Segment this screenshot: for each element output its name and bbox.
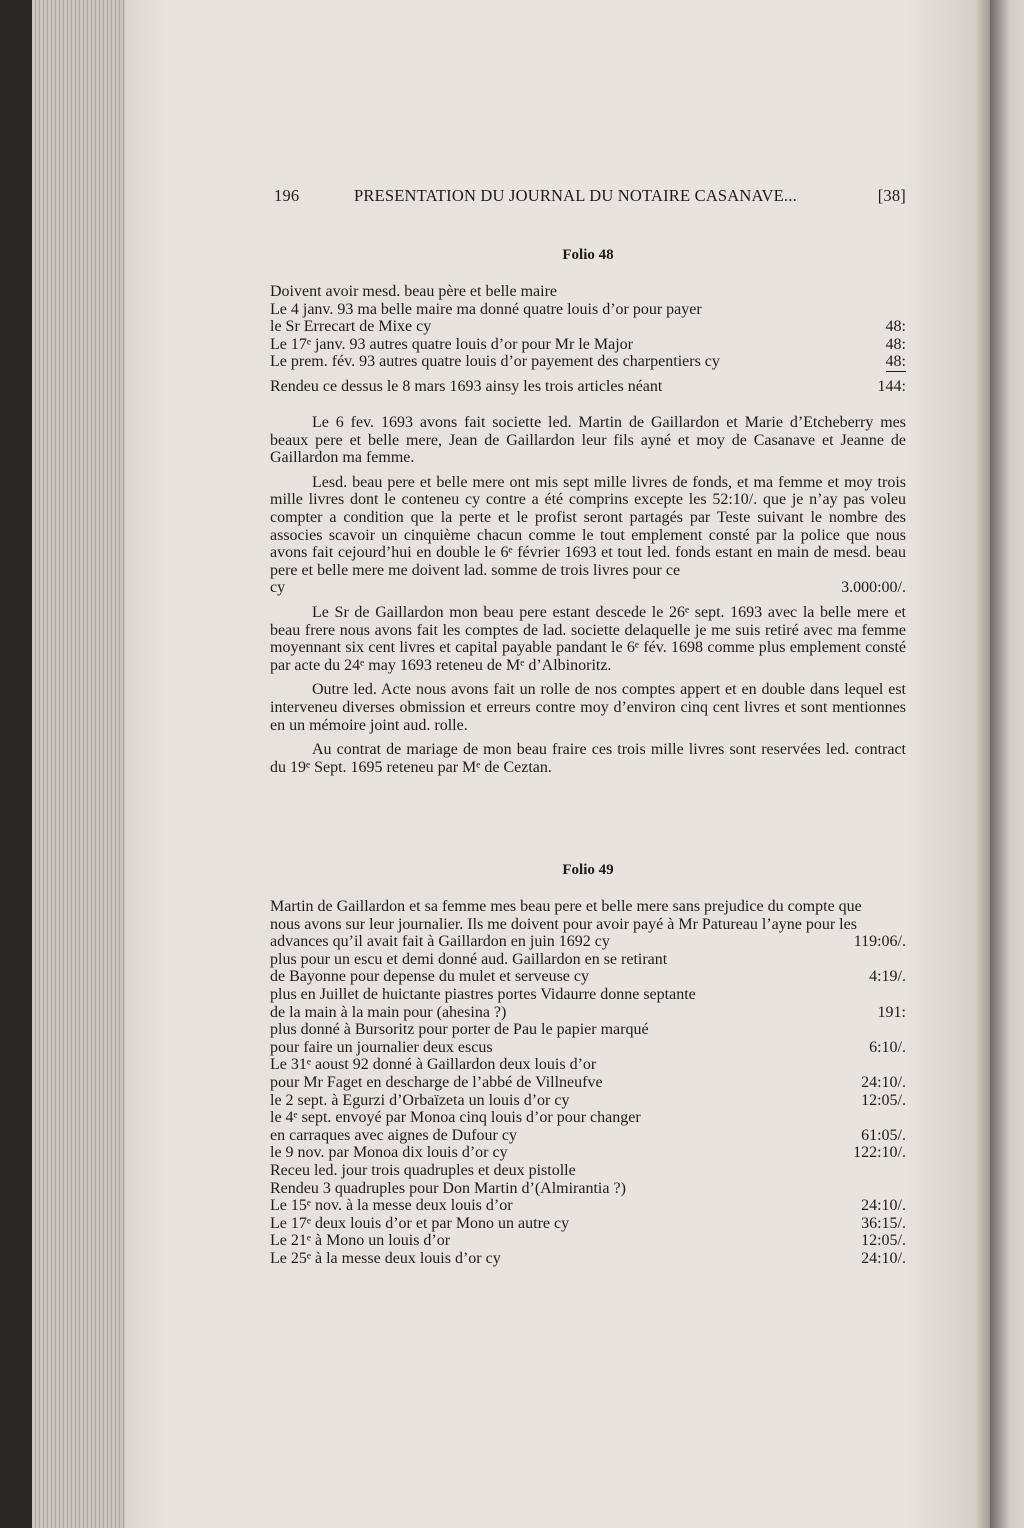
row-amount: 191: — [877, 1003, 906, 1021]
row-amount: 4:19/. — [869, 968, 906, 986]
row-amount: 24:10/. — [861, 1249, 906, 1267]
row-text: en carraques avec aignes de Dufour cy — [270, 1126, 517, 1144]
ledger-row — [270, 951, 906, 969]
folio-48-ledger — [270, 283, 906, 396]
row-text: le 4ᵉ sept. envoyé par Monoa cinq louis d’or pour changer — [270, 1109, 641, 1127]
row-text: Doivent avoir mesd. beau père et belle maire — [270, 283, 557, 300]
ledger-row — [270, 1039, 906, 1057]
ledger-row — [270, 1056, 906, 1074]
row-amount: 61:05/. — [861, 1126, 906, 1144]
ledger-row — [270, 1127, 906, 1145]
row-text: advances qu’il avait fait à Gaillardon en juin 1692 cy — [270, 933, 610, 951]
row-amount: 24:10/. — [861, 1197, 906, 1215]
paragraph: Le Sr de Gaillardon mon beau pere estant descede le 26ᵉ sept. 1693 avec la belle mere et beau frere nous avons fait les comptes de lad. societte delaquelle je me suis retiré avec ma femme moyennant six cent livres et capital payable pandant le 6ᵉ fév. 1698 comme plus emplement consté par acte du 24ᵉ may 1693 reteneu de Mᵉ d’Albinoritz. — [270, 603, 906, 674]
ledger-row — [270, 1109, 906, 1127]
paragraph: Lesd. beau pere et belle mere ont mis sept mille livres de fonds, et ma femme et moy trois mille livres dont le conteneu cy contre a été comprins excepte les 52:10/. que je n’ay pas voleu compter a condition que la perte et le profist seront partagés par Teste suivant le nombre des associes scavoir un cinquième chacun comme le tout emplement consté par la police que nous avons fait cejourd’hui en double le 6ᵉ février 1693 et tout led. fonds estant en main de mesd. beau pere et belle mere me doivent lad. somme de trois livres pour ce — [270, 473, 906, 579]
row-text: Receu led. jour trois quadruples et deux pistolle — [270, 1161, 576, 1179]
row-text: Rendeu ce dessus le 8 mars 1693 ainsy les trois articles néant — [270, 377, 663, 395]
row-text: Le 17ᵉ janv. 93 autres quatre louis d’or pour Mr le Major — [270, 335, 633, 353]
page-number: 196 — [274, 186, 300, 205]
running-title: PRESENTATION DU JOURNAL DU NOTAIRE CASANAVE... — [354, 186, 797, 205]
row-text: de la main à la main pour (ahesina ?) — [270, 1003, 507, 1021]
ledger-row — [270, 968, 906, 986]
section-number: [38] — [877, 186, 906, 205]
row-text: cy — [270, 579, 286, 597]
folio-48-heading: Folio 48 — [562, 247, 614, 263]
row-amount: 144: — [877, 377, 906, 395]
row-text: plus pour un escu et demi donné aud. Gaillardon en se retirant — [270, 950, 668, 968]
row-text: le Sr Errecart de Mixe cy — [270, 318, 432, 336]
row-text: Le prem. fév. 93 autres quatre louis d’or payement des charpentiers cy — [270, 353, 720, 371]
ledger-row — [270, 933, 906, 951]
row-text: plus donné à Bursoritz pour porter de Pau le papier marqué — [270, 1021, 649, 1039]
row-text: le 9 nov. par Monoa dix louis d’or cy — [270, 1144, 508, 1162]
row-text: plus en Juillet de huictante piastres portes Vidaurre donne septante — [270, 985, 696, 1003]
ledger-row — [270, 1004, 906, 1022]
row-amount: 48: — [885, 353, 906, 371]
row-amount: 48: — [885, 335, 906, 353]
running-header — [274, 186, 906, 206]
ledger-row — [270, 1162, 906, 1180]
row-text: de Bayonne pour depense du mulet et serveuse cy — [270, 968, 590, 986]
row-text: le 2 sept. à Egurzi d’Orbaïzeta un louis d’or cy — [270, 1091, 570, 1109]
row-text: Le 4 janv. 93 ma belle maire ma donné quatre louis d’or pour payer — [270, 300, 702, 318]
row-text: Martin de Gaillardon et sa femme mes beau pere et belle mere sans prejudice du compte que — [270, 898, 862, 915]
row-amount: 6:10/. — [869, 1038, 906, 1056]
row-text: nous avons sur leur journalier. Ils me doivent pour avoir payé à Mr Patureau l’ayne pour les — [270, 915, 857, 933]
ledger-row — [270, 579, 906, 597]
paragraph: Outre led. Acte nous avons fait un rolle de nos comptes appert et en double dans lequel est interveneu diverses obmission et erreurs contre moy d’environ cinq cent livres et sont mentionnes en un mémoire joint aud. rolle. — [270, 681, 906, 734]
ledger-row — [270, 301, 906, 319]
folio-49-ledger — [270, 898, 906, 1267]
ledger-row — [270, 1232, 906, 1250]
paragraph: Au contrat de mariage de mon beau fraire ces trois mille livres sont reservées led. contract du 19ᵉ Sept. 1695 reteneu par Mᵉ de Ceztan. — [270, 741, 906, 776]
ledger-row — [270, 1021, 906, 1039]
ledger-row — [270, 353, 906, 372]
ledger-row — [270, 1250, 906, 1268]
row-amount: 48: — [885, 318, 906, 336]
row-text: pour Mr Faget en descharge de l’abbé de Villneufve — [270, 1073, 603, 1091]
row-text: Le 31ᵉ aoust 92 donné à Gaillardon deux louis d’or — [270, 1056, 597, 1074]
row-text: Le 17ᵉ deux louis d’or et par Mono un autre cy — [270, 1214, 570, 1232]
row-text: Rendeu 3 quadruples pour Don Martin d’(Almirantia ?) — [270, 1179, 626, 1197]
intro-line — [270, 898, 906, 916]
facing-page-edge — [990, 0, 1024, 1528]
ledger-row — [270, 318, 906, 336]
row-amount: 36:15/. — [861, 1214, 906, 1232]
page-stack-edge — [32, 0, 128, 1528]
ledger-total-row — [270, 378, 906, 396]
row-amount: 12:05/. — [861, 1091, 906, 1109]
ledger-row — [270, 1197, 906, 1215]
row-amount: 3.000:00/. — [841, 579, 906, 597]
folio-49-heading: Folio 49 — [562, 862, 614, 878]
row-text: Le 21ᵉ à Mono un louis d’or — [270, 1232, 451, 1250]
ledger-row — [270, 1215, 906, 1233]
folio-48-paragraphs — [270, 414, 906, 783]
ledger-row — [270, 336, 906, 354]
row-amount: 122:10/. — [853, 1144, 906, 1162]
row-amount: 12:05/. — [861, 1232, 906, 1250]
row-amount: 24:10/. — [861, 1073, 906, 1091]
intro-line — [270, 916, 906, 934]
ledger-row — [270, 1180, 906, 1198]
ledger-row — [270, 1092, 906, 1110]
row-text: pour faire un journalier deux escus — [270, 1038, 493, 1056]
paragraph: Le 6 fev. 1693 avons fait societte led. Martin de Gaillardon et Marie d’Etcheberry mes beaux pere et belle mere, Jean de Gaillardon leur fils ayné et moy de Casanave et Jeanne de Gaillardon ma femme. — [270, 414, 906, 467]
row-text: Le 25ᵉ à la messe deux louis d’or cy — [270, 1249, 501, 1267]
ledger-row — [270, 283, 906, 301]
ledger-row — [270, 1074, 906, 1092]
row-text: Le 15ᵉ nov. à la messe deux louis d’or — [270, 1197, 513, 1215]
ledger-row — [270, 986, 906, 1004]
ledger-row — [270, 1144, 906, 1162]
row-amount: 119:06/. — [853, 933, 906, 951]
